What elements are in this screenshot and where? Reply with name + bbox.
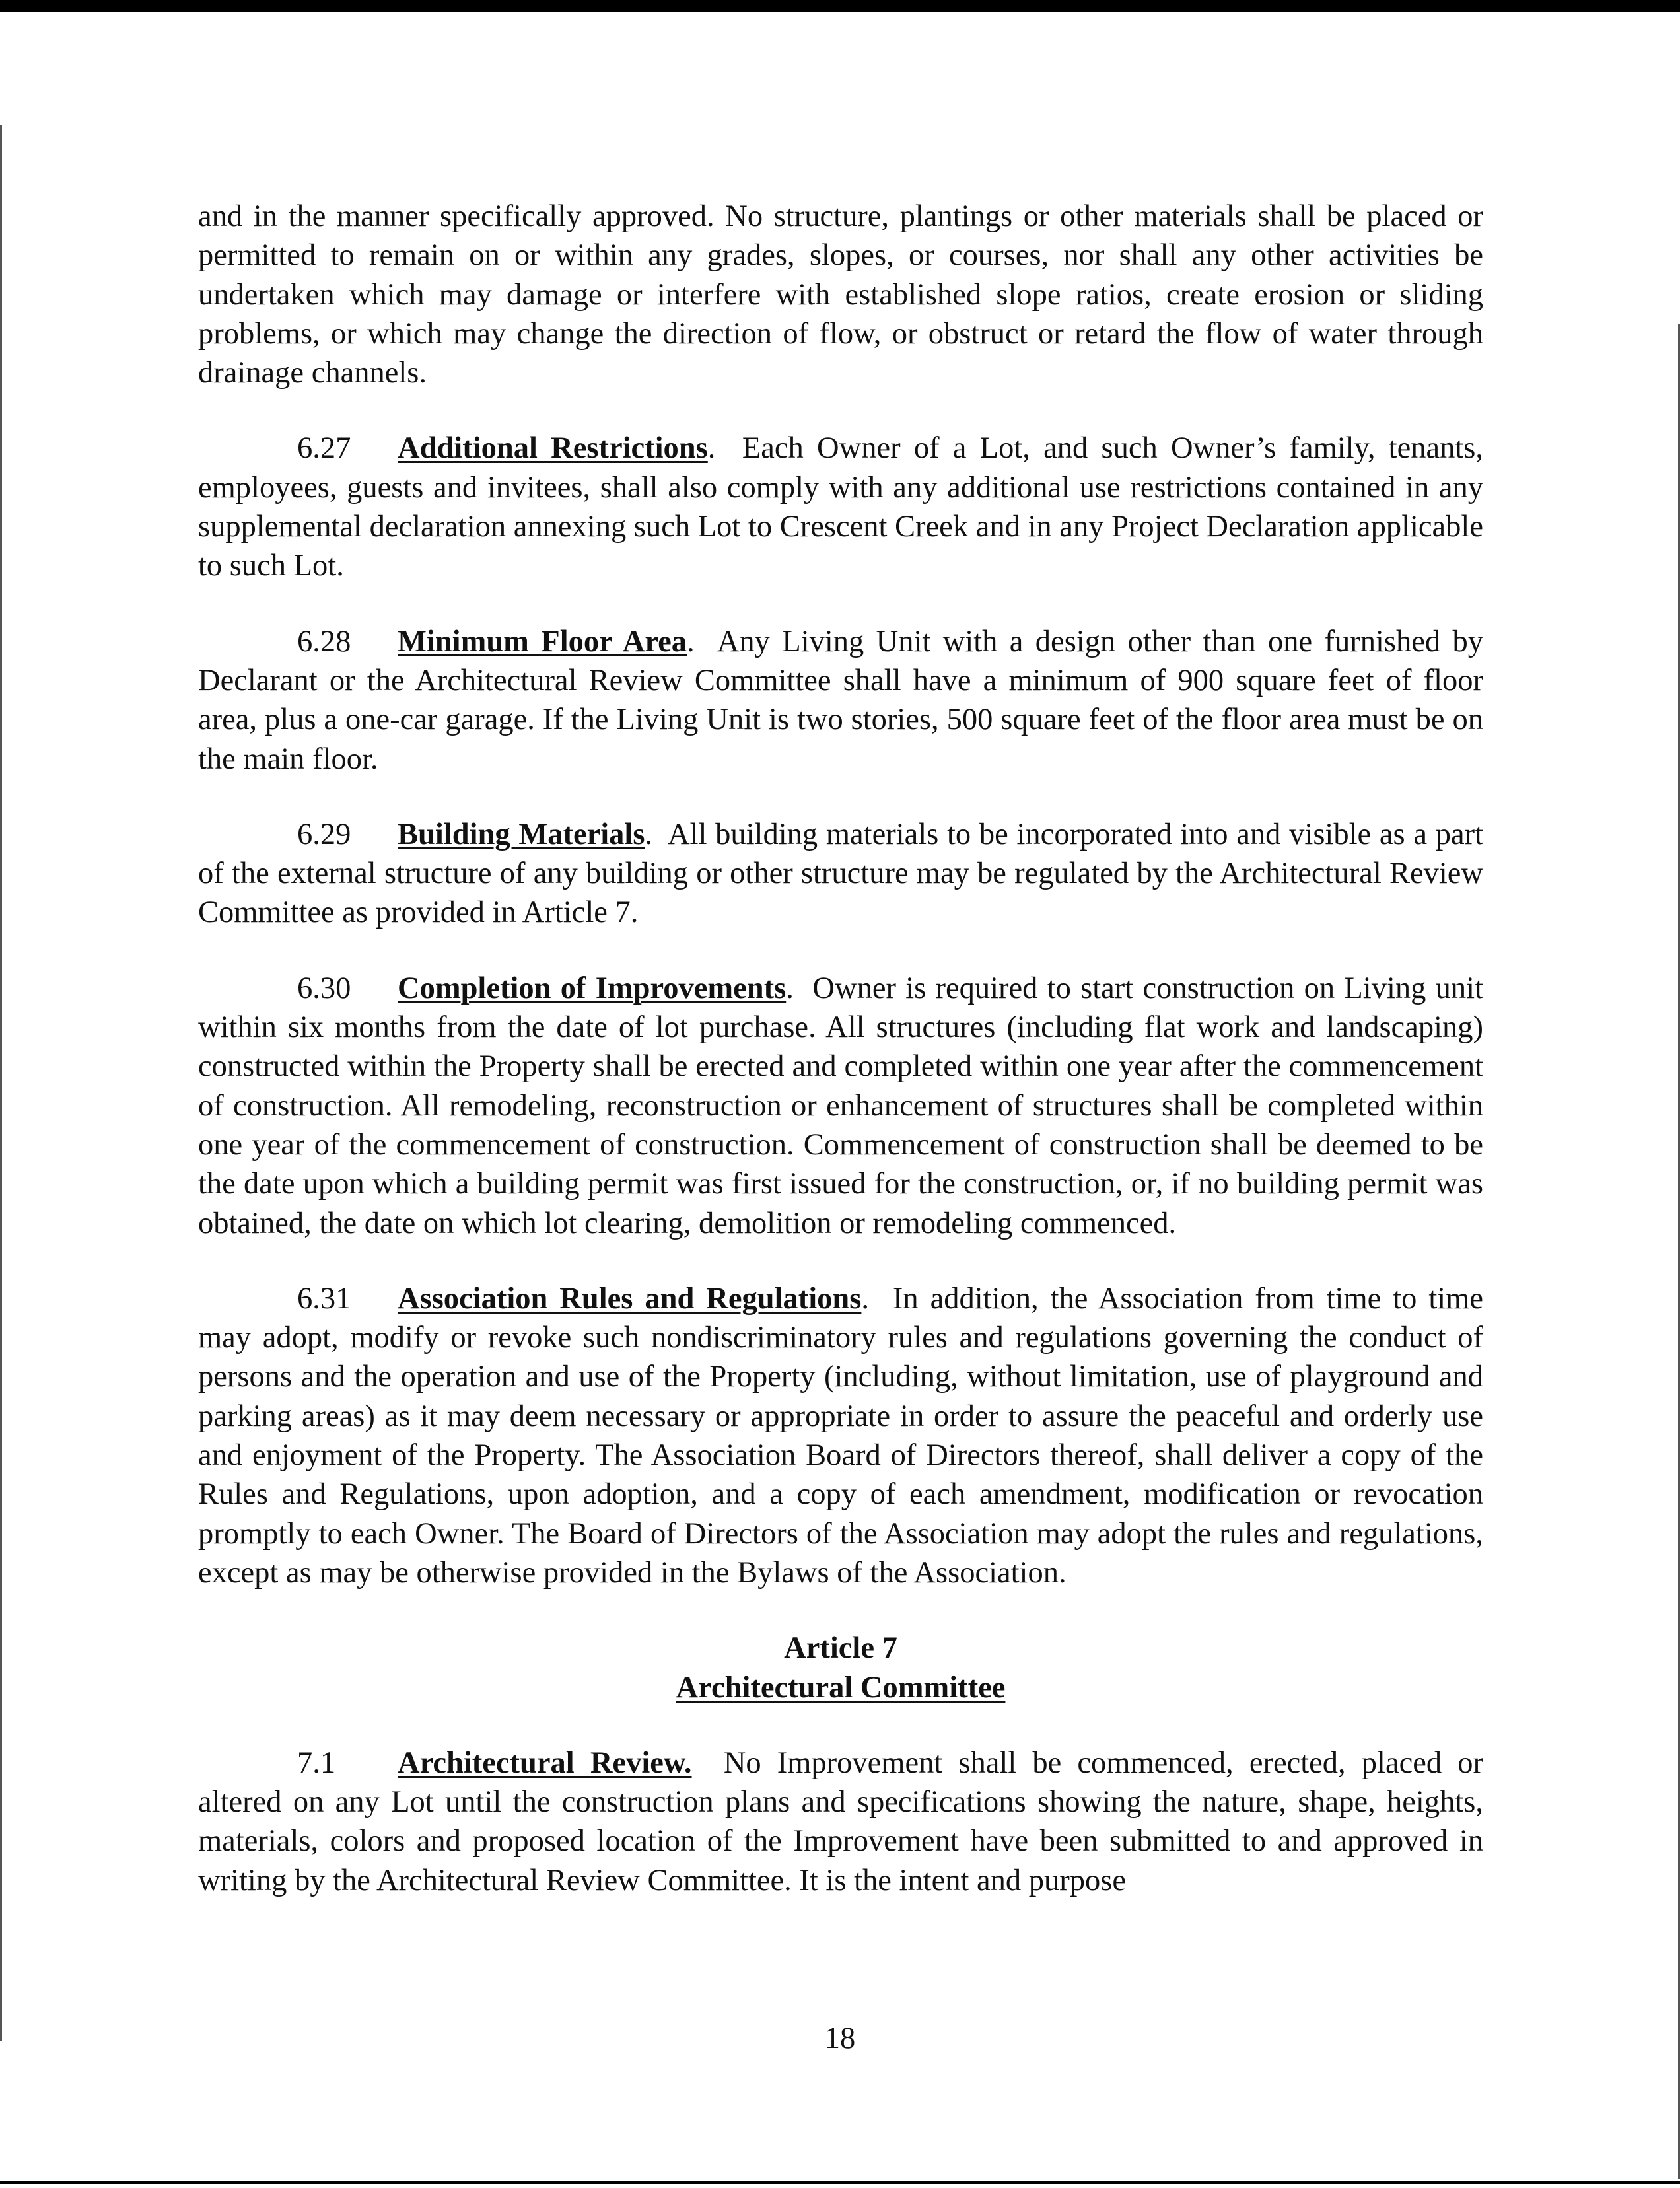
section-6-30 bbox=[198, 969, 1483, 1243]
section-heading: Completion of Improvements bbox=[398, 971, 787, 1005]
heading-punctuation: . bbox=[645, 817, 653, 851]
scan-top-border bbox=[0, 0, 1680, 12]
section-6-27 bbox=[198, 429, 1483, 585]
section-body: Any Living Unit with a design other than one furnished by Declarant or the Architectural Review Committee shall have a minimum of 900 square feet of floor area, plus a one-car garage. If the Living Unit is two stories, 500 square feet of the floor area must be on the main floor. bbox=[198, 624, 1483, 776]
section-heading: Architectural Review. bbox=[398, 1746, 692, 1780]
article-title: Architectural Committee bbox=[676, 1670, 1006, 1705]
heading-punctuation: . bbox=[861, 1281, 870, 1316]
section-number: 7.1 bbox=[297, 1746, 336, 1780]
heading-punctuation: . bbox=[786, 971, 794, 1005]
article-heading bbox=[198, 1629, 1483, 1707]
section-heading: Additional Restrictions bbox=[398, 431, 708, 466]
section-6-29 bbox=[198, 815, 1483, 933]
scan-left-edge bbox=[0, 125, 2, 2041]
section-number: 6.31 bbox=[297, 1281, 351, 1316]
section-body: Owner is required to start construction on Living unit within six months from the date of lot purchase. All structures (including flat work and landscaping) constructed within the Property shall be erected and completed within one year after the commencement of construction. All remodeling, reconstruction or enhancement of structures shall be completed within one year of the commencement of construction. Commencement of construction shall be deemed to be the date upon which a building permit was first issued for the construction, or, if no building permit was obtained, the date on which lot clearing, demolition or remodeling commenced. bbox=[198, 971, 1483, 1240]
section-number: 6.29 bbox=[297, 817, 351, 851]
section-7-1 bbox=[198, 1744, 1483, 1900]
heading-punctuation: . bbox=[687, 624, 695, 658]
intro-paragraph: and in the manner specifically approved. No structure, plantings or other materials shall be placed or permitted to remain on or within any grades, slopes, or courses, nor shall any other activities be undertaken which may damage or interfere with established slope ratios, create erosion or sliding problems, or which may change the direction of flow, or obstruct or retard the flow of water through drainage channels. bbox=[198, 199, 1483, 390]
section-number: 6.28 bbox=[297, 624, 351, 658]
article-label: Article 7 bbox=[784, 1631, 897, 1666]
section-heading: Minimum Floor Area bbox=[398, 624, 687, 658]
scan-bottom-border bbox=[0, 2181, 1680, 2184]
section-6-31 bbox=[198, 1279, 1483, 1592]
page-number: 18 bbox=[824, 2022, 856, 2055]
section-number: 6.30 bbox=[297, 971, 351, 1005]
section-body: In addition, the Association from time to time may adopt, modify or revoke such nondiscriminatory rules and regulations governing the conduct of persons and the operation and use of the Property (including, without limitation, use of playground and parking areas) as it may deem necessary or appropriate in order to assure the peaceful and orderly use and enjoyment of the Property. The Association Board of Directors thereof, shall deliver a copy of the Rules and Regulations, upon adoption, and a copy of each amendment, modification or revocation promptly to each Owner. The Board of Directors of the Association may adopt the rules and regulations, except as may be otherwise provided in the Bylaws of the Association. bbox=[198, 1281, 1483, 1590]
section-number: 6.27 bbox=[297, 431, 351, 466]
section-body: Each Owner of a Lot, and such Owner’s family, tenants, employees, guests and invitees, shall also comply with any additional use restrictions contained in any supplemental declaration annexing such Lot to Crescent Creek and in any Project Declaration applicable to such Lot. bbox=[198, 431, 1484, 583]
heading-punctuation: . bbox=[707, 431, 716, 466]
section-heading: Building Materials bbox=[398, 817, 645, 851]
section-body: All building materials to be incorporated into and visible as a part of the external structure of any building or other structure may be regulated by the Architectural Review Committee as provided in Article 7. bbox=[198, 817, 1483, 930]
section-body: No Improvement shall be commenced, erected, placed or altered on any Lot until the construction plans and specifications showing the nature, shape, heights, materials, colors and proposed location of the Improvement have been submitted to and approved in writing by the Architectural Review Committee. It is the intent and purpose bbox=[198, 1746, 1483, 1897]
section-heading: Association Rules and Regulations bbox=[398, 1281, 862, 1316]
section-6-28 bbox=[198, 622, 1483, 779]
document-page bbox=[198, 197, 1483, 1900]
